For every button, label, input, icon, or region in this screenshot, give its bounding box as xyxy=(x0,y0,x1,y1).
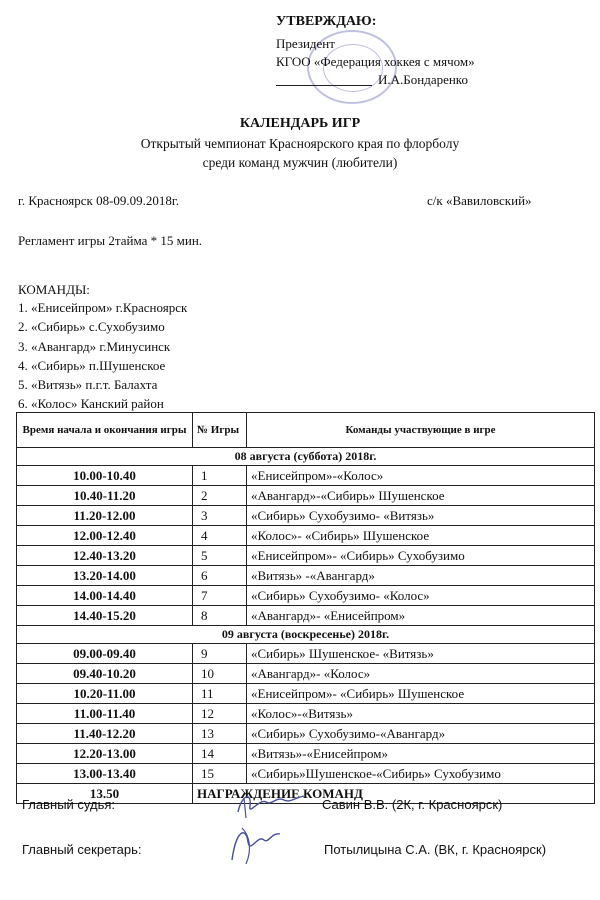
table-row xyxy=(17,606,595,626)
game-time: 09.40-10.20 xyxy=(17,664,193,684)
game-teams: «Сибирь» Сухобузимо-«Авангард» xyxy=(247,724,595,744)
game-number: 12 xyxy=(193,704,247,724)
approval-organization: КГОО «Федерация хоккея с мячом» xyxy=(276,54,475,69)
chief-judge-name: Савин В.В. (2К, г. Красноярск) xyxy=(322,797,503,812)
game-number: 8 xyxy=(193,606,247,626)
game-number: 4 xyxy=(193,526,247,546)
table-row xyxy=(17,546,595,566)
game-time: 10.00-10.40 xyxy=(17,466,193,486)
game-teams: «Колос»- «Сибирь» Шушенское xyxy=(247,526,595,546)
game-time: 11.40-12.20 xyxy=(17,724,193,744)
table-row xyxy=(17,724,595,744)
table-row xyxy=(17,744,595,764)
chief-secretary-role: Главный секретарь: xyxy=(22,842,142,857)
team-item: 1. «Енисейпром» г.Красноярск xyxy=(18,300,188,315)
table-row xyxy=(17,566,595,586)
day-row xyxy=(17,626,595,644)
header-teams: Команды участвующие в игре xyxy=(247,413,595,448)
award-label: НАГРАЖДЕНИЕ КОМАНД xyxy=(193,784,595,804)
game-teams: «Сибирь» Шушенское- «Витязь» xyxy=(247,644,595,664)
game-time: 12.40-13.20 xyxy=(17,546,193,566)
game-time: 10.20-11.00 xyxy=(17,684,193,704)
game-teams: «Енисейпром»- «Сибирь» Сухобузимо xyxy=(247,546,595,566)
game-time: 10.40-11.20 xyxy=(17,486,193,506)
game-time: 12.00-12.40 xyxy=(17,526,193,546)
schedule-table xyxy=(16,412,595,804)
table-row xyxy=(17,684,595,704)
table-row xyxy=(17,764,595,784)
game-time: 14.00-14.40 xyxy=(17,586,193,606)
game-number: 14 xyxy=(193,744,247,764)
game-teams: «Авангард»- «Енисейпром» xyxy=(247,606,595,626)
day-2-label: 09 августа (воскресенье) 2018г. xyxy=(17,626,595,644)
game-teams: «Сибирь» Сухобузимо- «Витязь» xyxy=(247,506,595,526)
table-row xyxy=(17,506,595,526)
game-number: 7 xyxy=(193,586,247,606)
table-row xyxy=(17,526,595,546)
game-teams: «Витязь» -«Авангард» xyxy=(247,566,595,586)
judge-signature xyxy=(232,788,310,822)
day-row xyxy=(17,448,595,466)
approval-signatory: И.А.Бондаренко xyxy=(378,72,468,87)
game-number: 11 xyxy=(193,684,247,704)
game-teams: «Енисейпром»-«Колос» xyxy=(247,466,595,486)
game-number: 2 xyxy=(193,486,247,506)
approval-signature-line xyxy=(276,85,372,86)
header-number: № Игры xyxy=(193,413,247,448)
table-row xyxy=(17,664,595,684)
game-time: 12.20-13.00 xyxy=(17,744,193,764)
game-time: 13.20-14.00 xyxy=(17,566,193,586)
game-number: 6 xyxy=(193,566,247,586)
chief-judge-role: Главный судья: xyxy=(22,797,116,812)
team-item: 6. «Колос» Канский район xyxy=(18,396,164,411)
table-row xyxy=(17,644,595,664)
award-time: 13.50 xyxy=(17,784,193,804)
chief-secretary-name: Потылицына С.А. (ВК, г. Красноярск) xyxy=(324,842,547,857)
table-header-row xyxy=(17,413,595,448)
game-teams: «Сибирь»Шушенское-«Сибирь» Сухобузимо xyxy=(247,764,595,784)
document-subtitle-2: среди команд мужчин (любители) xyxy=(202,155,398,170)
approval-position: Президент xyxy=(276,36,335,51)
game-time: 11.20-12.00 xyxy=(17,506,193,526)
event-venue: с/к «Вавиловский» xyxy=(427,193,532,208)
team-item: 2. «Сибирь» с.Сухобузимо xyxy=(18,319,165,334)
game-teams: «Авангард»-«Сибирь» Шушенское xyxy=(247,486,595,506)
game-regulation: Регламент игры 2тайма * 15 мин. xyxy=(18,233,203,248)
team-item: 4. «Сибирь» п.Шушенское xyxy=(18,358,166,373)
teams-label: КОМАНДЫ: xyxy=(18,282,90,297)
table-row xyxy=(17,704,595,724)
game-number: 15 xyxy=(193,764,247,784)
game-number: 13 xyxy=(193,724,247,744)
game-number: 3 xyxy=(193,506,247,526)
header-time: Время начала и окончания игры xyxy=(17,413,193,448)
approval-title: УТВЕРЖДАЮ: xyxy=(276,14,377,29)
game-number: 1 xyxy=(193,466,247,486)
game-teams: «Сибирь» Сухобузимо- «Колос» xyxy=(247,586,595,606)
game-number: 5 xyxy=(193,546,247,566)
game-time: 09.00-09.40 xyxy=(17,644,193,664)
team-item: 5. «Витязь» п.г.т. Балахта xyxy=(18,377,158,392)
game-number: 10 xyxy=(193,664,247,684)
document-subtitle-1: Открытый чемпионат Красноярского края по флорболу xyxy=(140,136,460,151)
team-item: 3. «Авангард» г.Минусинск xyxy=(18,339,171,354)
secretary-signature xyxy=(222,820,292,870)
game-time: 13.00-13.40 xyxy=(17,764,193,784)
game-teams: «Авангард»- «Колос» xyxy=(247,664,595,684)
table-row xyxy=(17,466,595,486)
game-time: 14.40-15.20 xyxy=(17,606,193,626)
document-title: КАЛЕНДАРЬ ИГР xyxy=(239,116,361,131)
event-city-date: г. Красноярск 08-09.09.2018г. xyxy=(18,193,180,208)
game-time: 11.00-11.40 xyxy=(17,704,193,724)
game-teams: «Колос»-«Витязь» xyxy=(247,704,595,724)
table-row xyxy=(17,586,595,606)
table-row xyxy=(17,486,595,506)
game-teams: «Витязь»-«Енисейпром» xyxy=(247,744,595,764)
game-teams: «Енисейпром»- «Сибирь» Шушенское xyxy=(247,684,595,704)
game-number: 9 xyxy=(193,644,247,664)
day-1-label: 08 августа (суббота) 2018г. xyxy=(17,448,595,466)
